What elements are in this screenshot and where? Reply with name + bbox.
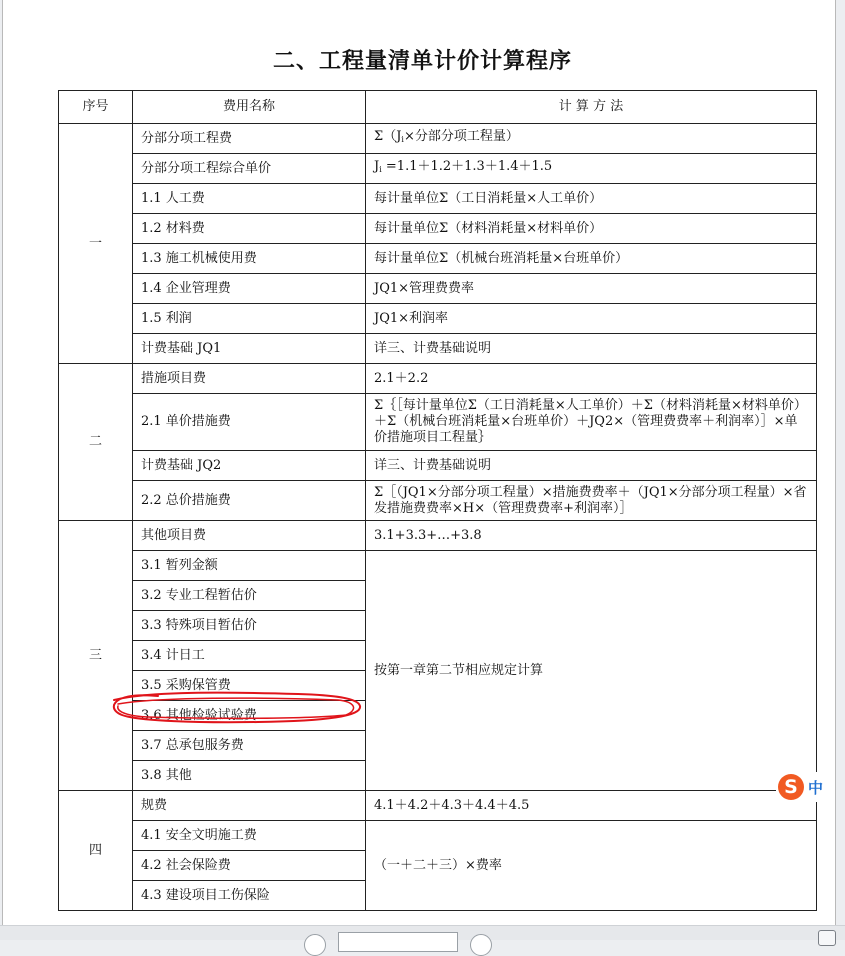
calc-method: 3.1+3.3+…+3.8 [366,521,817,551]
fee-name: 计费基础 JQ2 [133,451,366,481]
page-title: 二、工程量清单计价计算程序 [272,49,572,74]
viewer-bottom-toolbar [0,925,845,940]
section-seq-one: 一 [59,124,133,364]
fee-name: 2.1 单价措施费 [133,394,366,451]
fee-name: 计费基础 JQ1 [133,334,366,364]
fee-name: 3.3 特殊项目暂估价 [133,611,366,641]
table-row [59,821,817,851]
table-row [59,334,817,364]
table-row [59,304,817,334]
calc-method: 4.1＋4.2＋4.3＋4.4＋4.5 [366,791,817,821]
fee-name: 4.2 社会保险费 [133,851,366,881]
calc-method: 2.1＋2.2 [366,364,817,394]
table-row [59,154,817,184]
calc-method: 每计量单位Σ（工日消耗量×人工单价） [366,184,817,214]
calc-method: 详三、计费基础说明 [366,451,817,481]
prev-page-icon[interactable] [304,934,326,956]
fee-name: 措施项目费 [133,364,366,394]
fee-name: 1.3 施工机械使用费 [133,244,366,274]
fee-name: 1.4 企业管理费 [133,274,366,304]
header-seq: 序号 [59,91,133,124]
fee-name: 规费 [133,791,366,821]
view-mode-icon[interactable] [818,930,836,946]
table-row [59,481,817,521]
fee-name: 3.2 专业工程暂估价 [133,581,366,611]
header-method: 计 算 方 法 [366,91,817,124]
calc-method: JQ1×管理费费率 [366,274,817,304]
fee-name: 2.2 总价措施费 [133,481,366,521]
fee-name: 1.2 材料费 [133,214,366,244]
table-row [59,274,817,304]
calc-method: Σ｛［每计量单位Σ（工日消耗量×人工单价）＋Σ（材料消耗量×材料单价）＋Σ（机械台班消耗量×台班单价）＋JQ2×（管理费费率＋利润率）］×单价措施项目工程量｝ [366,394,817,451]
section-seq-two: 二 [59,364,133,521]
page-number-input[interactable] [338,932,458,952]
fee-name: 3.7 总承包服务费 [133,731,366,761]
fee-name: 分部分项工程综合单价 [133,154,366,184]
table-header-row [59,91,817,124]
calc-method-merged: 按第一章第二节相应规定计算 [366,551,817,791]
calc-method-merged: （一＋二＋三）×费率 [366,821,817,911]
table-row [59,364,817,394]
table-row [59,451,817,481]
pricing-procedure-table [58,90,817,911]
table-row [59,521,817,551]
table-row [59,394,817,451]
table-row [59,791,817,821]
table-row [59,214,817,244]
fee-name: 3.4 计日工 [133,641,366,671]
fee-name: 1.5 利润 [133,304,366,334]
section-seq-four: 四 [59,791,133,911]
section-seq-three: 三 [59,521,133,791]
next-page-icon[interactable] [470,934,492,956]
calc-method: $\Sigma(J_i\times$分部分项工程量） [366,124,817,154]
calc-method: $J_i =1.1+1.2+1.3+1.4+1.5$ [366,154,817,184]
fee-name: 3.1 暂列金额 [133,551,366,581]
fee-name: 4.3 建设项目工伤保险 [133,881,366,911]
sogou-logo-icon: S [778,774,804,800]
ime-indicator[interactable] [776,772,834,802]
calc-method: 每计量单位Σ（机械台班消耗量×台班单价） [366,244,817,274]
fee-name: 分部分项工程费 [133,124,366,154]
table-row [59,124,817,154]
fee-name: 其他项目费 [133,521,366,551]
header-fee-name: 费用名称 [133,91,366,124]
table-row [59,244,817,274]
calc-method: Σ［（JQ1×分部分项工程量）×措施费费率＋（JQ1×分部分项工程量）×省发措施费费率×H×（管理费费率+利润率）］ [366,481,817,521]
table-row [59,184,817,214]
fee-name: 3.6 其他检验试验费 [133,701,366,731]
table-row [59,551,817,581]
fee-name-highlighted: 3.5 采购保管费 [133,671,366,701]
fee-name: 3.8 其他 [133,761,366,791]
ime-mode-label: 中 [808,778,824,797]
calc-method: 每计量单位Σ（材料消耗量×材料单价） [366,214,817,244]
fee-name: 1.1 人工费 [133,184,366,214]
calc-method: JQ1×利润率 [366,304,817,334]
fee-name: 4.1 安全文明施工费 [133,821,366,851]
calc-method: 详三、计费基础说明 [366,334,817,364]
